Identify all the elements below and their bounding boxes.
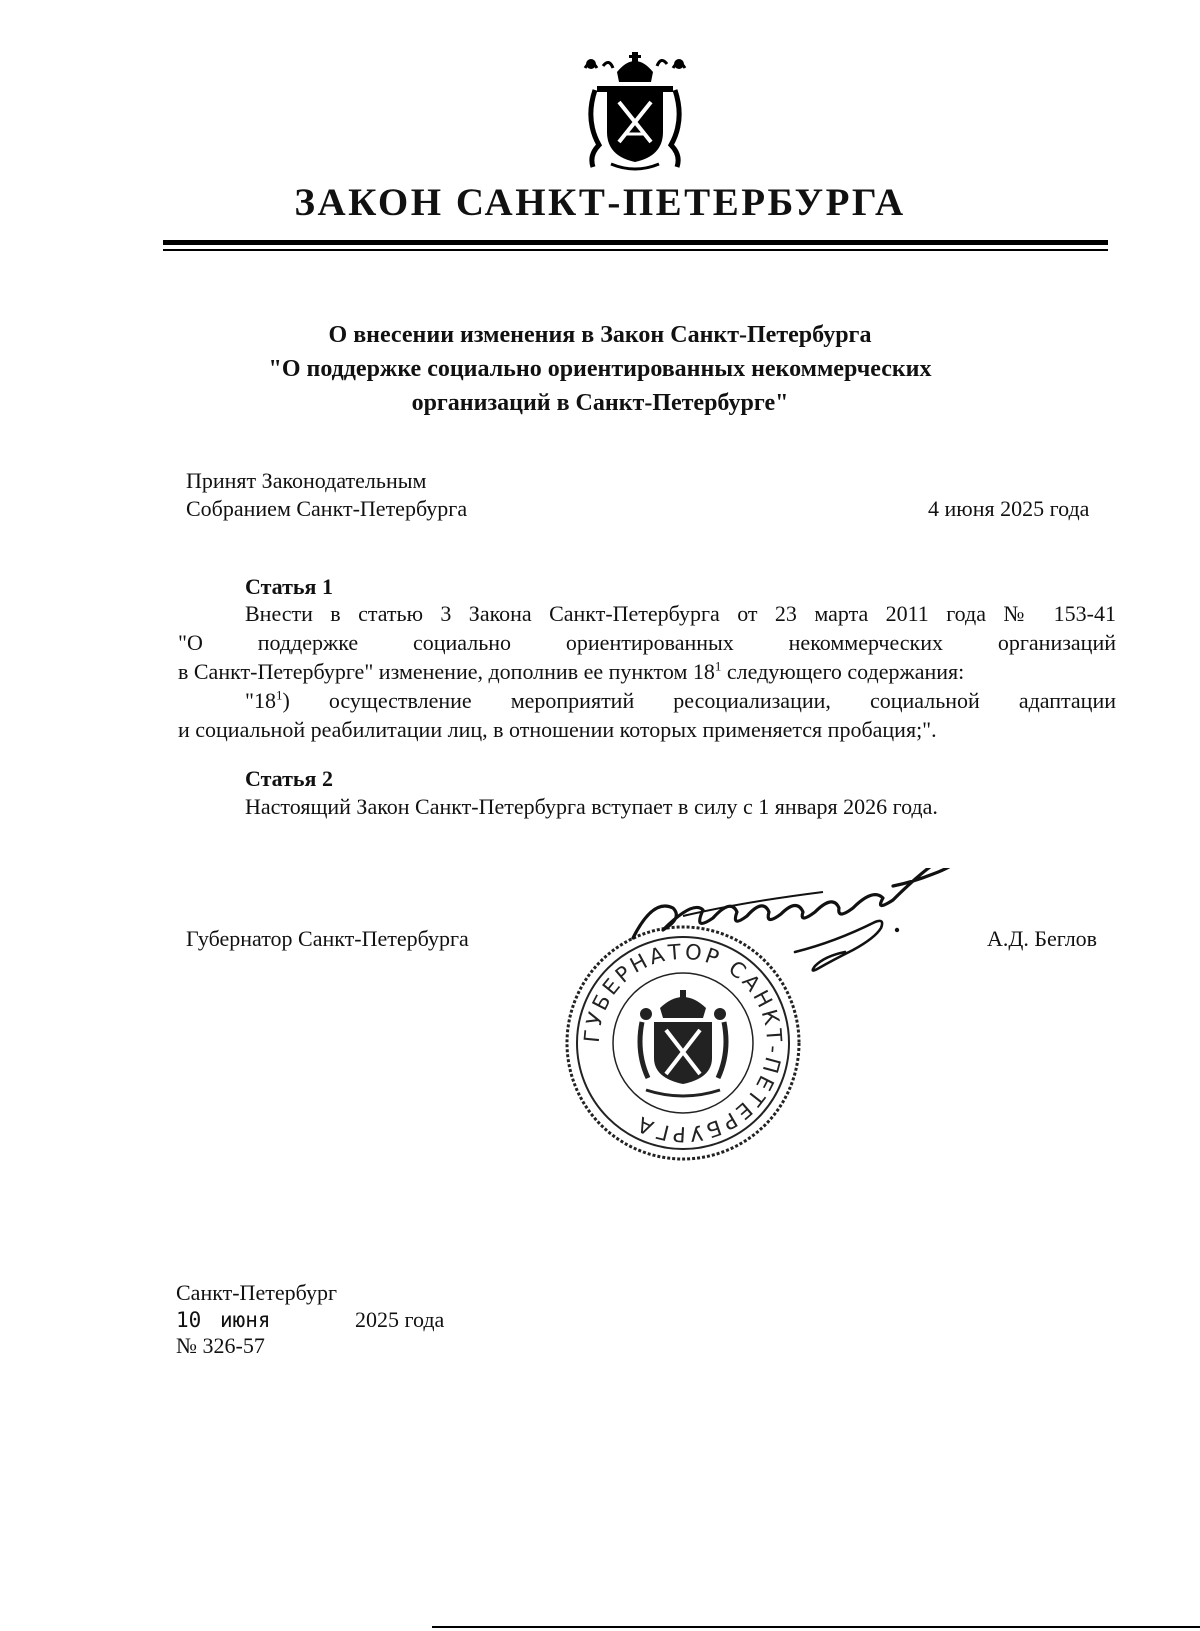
coat-of-arms-icon: [575, 50, 695, 175]
signing-date-day: 10: [176, 1308, 202, 1332]
article-1-line-5: и социальной реабилитации лиц, в отношении которых применяется пробация;".: [178, 717, 937, 742]
page-bottom-rule: [432, 1626, 1200, 1628]
header-rule-thick: [163, 240, 1108, 245]
signatory-name: А.Д. Беглов: [987, 926, 1098, 951]
header-rule-thin: [163, 249, 1108, 251]
signing-date-month: июня: [220, 1308, 271, 1332]
adoption-date: 4 июня 2025 года: [928, 496, 1090, 521]
article-1-line-2: "О поддержке социально ориентированных некоммерческих организаций: [178, 630, 1116, 655]
signing-date-year: 2025 года: [355, 1307, 445, 1332]
law-number-text: № 326-57: [176, 1333, 265, 1358]
seal-text: ГУБЕРНАТОР САНКТ-ПЕТЕРБУРГА: [579, 939, 787, 1147]
article-1-line-3-superscript: 1: [714, 658, 722, 674]
adoption-body-line-1: Принят Законодательным: [186, 468, 427, 493]
article-1-heading: Статья 1: [245, 574, 333, 599]
article-2-text: Настоящий Закон Санкт-Петербурга вступает в силу с 1 января 2026 года.: [245, 794, 938, 819]
article-1-line-4-text-a: "18: [245, 688, 276, 713]
article-1-line-3: [178, 657, 1116, 687]
law-title-line-3: организаций в Санкт-Петербурге": [411, 390, 789, 416]
article-1-line-1: Внести в статью 3 Закона Санкт-Петербурга от 23 марта 2011 года № 153-41: [245, 601, 1116, 626]
article-1-line-4-text-b: ) осуществление мероприятий ресоциализации, социальной адаптации: [282, 688, 1116, 713]
article-1-line-3-text-a: в Санкт-Петербурге" изменение, дополнив ее пунктом 18: [178, 659, 715, 684]
law-title-line-1: О внесении изменения в Закон Санкт-Петербурга: [328, 322, 872, 348]
governor-signature: [625, 868, 1015, 973]
article-1-line-4-superscript: 1: [275, 687, 283, 703]
signatory-title: Губернатор Санкт-Петербурга: [186, 926, 469, 951]
document-type-heading: ЗАКОН САНКТ-ПЕТЕРБУРГА: [294, 181, 906, 224]
article-1-line-4: [245, 686, 1116, 716]
signing-place: Санкт-Петербург: [176, 1280, 337, 1305]
coat-of-arms-icon: [640, 990, 726, 1096]
article-2-heading: Статья 2: [245, 766, 333, 791]
article-1-line-3-text-b: следующего содержания:: [721, 659, 965, 684]
law-title-line-2: "О поддержке социально ориентированных некоммерческих: [268, 356, 932, 382]
adoption-body-line-2: Собранием Санкт-Петербурга: [186, 496, 468, 521]
law-number: [176, 1331, 265, 1361]
